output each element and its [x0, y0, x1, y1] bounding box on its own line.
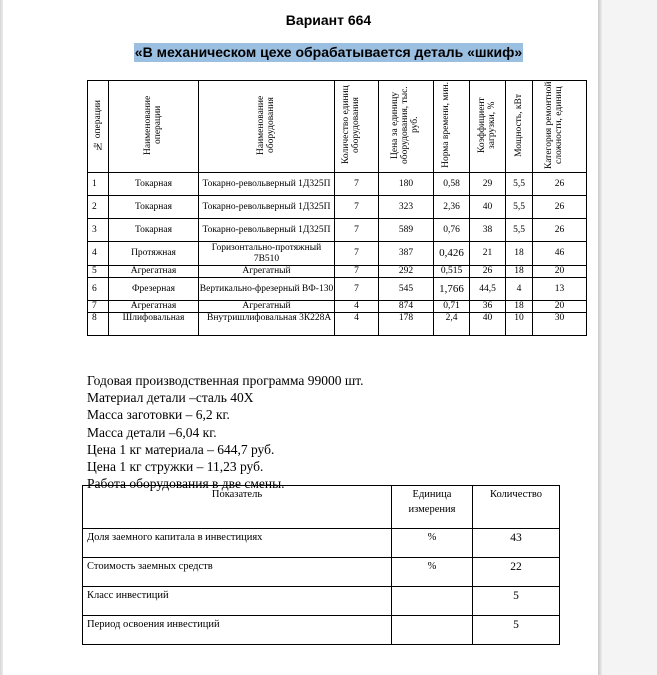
- param-blank-mass: Масса заготовки – 6,2 кг.: [87, 407, 230, 423]
- cell-power: 5,5: [506, 219, 533, 242]
- cell-power: 18: [506, 266, 533, 278]
- cell-power: 4: [506, 278, 533, 301]
- cell-load: 44,5: [470, 278, 506, 301]
- cell-unit: [392, 587, 473, 616]
- table-row: [83, 529, 560, 558]
- cell-time-norm: 2,4: [434, 313, 470, 336]
- cell-no: 4: [88, 242, 109, 266]
- table-row: [88, 313, 587, 336]
- cell-no: 2: [88, 196, 109, 219]
- table-row: [83, 587, 560, 616]
- cell-repair: 26: [533, 219, 587, 242]
- cell-qty: 7: [335, 219, 379, 242]
- header-cell: [335, 81, 379, 173]
- cell-price: 387: [379, 242, 434, 266]
- cell-repair: 26: [533, 196, 587, 219]
- cell-equipment: Токарно-револьверный 1Д325П: [199, 173, 335, 196]
- cell-repair: 20: [533, 301, 587, 313]
- param-annual-program: Годовая производственная программа 99000 шт.: [87, 373, 364, 388]
- table-row: [83, 558, 560, 587]
- cell-value: 5: [473, 616, 560, 645]
- cell-load: 29: [470, 173, 506, 196]
- header-power: Мощность, кВт: [514, 93, 524, 157]
- cell-equipment: Агрегатный: [199, 266, 335, 278]
- header-cell: [88, 81, 109, 173]
- param-chip-price: Цена 1 кг стружки – 11,23 руб.: [87, 459, 264, 475]
- subtitle-container: [0, 43, 657, 62]
- cell-repair: 46: [533, 242, 587, 266]
- header-quantity: Количество: [473, 486, 560, 529]
- header-cell: [109, 81, 199, 173]
- cell-indicator: Доля заемного капитала в инвестициях: [83, 529, 392, 558]
- cell-price: 874: [379, 301, 434, 313]
- cell-qty: 4: [335, 313, 379, 336]
- cell-operation: Агрегатная: [109, 266, 199, 278]
- header-indicator: Показатель: [83, 486, 392, 529]
- cell-power: 5,5: [506, 196, 533, 219]
- cell-time-norm: 0,76: [434, 219, 470, 242]
- param-part-mass: Масса детали –6,04 кг.: [87, 424, 217, 440]
- header-unit: Единица измерения: [392, 486, 473, 529]
- document-subtitle-highlighted[interactable]: «В механическом цехе обрабатывается деталь «шкиф»: [134, 44, 523, 60]
- table-row: [88, 196, 587, 219]
- cell-no: 7: [88, 301, 109, 313]
- cell-operation: Токарная: [109, 173, 199, 196]
- cell-price: 323: [379, 196, 434, 219]
- cell-operation: Агрегатная: [109, 301, 199, 313]
- table-row: [88, 301, 587, 313]
- cell-qty: 7: [335, 242, 379, 266]
- table-row: [88, 242, 587, 266]
- cell-load: 40: [470, 313, 506, 336]
- cell-equipment: Вертикально-фрезерный ВФ-130: [199, 278, 335, 301]
- parameters-block: [87, 372, 364, 492]
- header-cell: [199, 81, 335, 173]
- header-equipment-name: Наименование оборудования: [255, 95, 276, 155]
- cell-price: 178: [379, 313, 434, 336]
- header-unit-price: Цена за единицу оборудования, тыс. руб.: [390, 86, 420, 164]
- cell-no: 6: [88, 278, 109, 301]
- cell-price: 545: [379, 278, 434, 301]
- table-row: [83, 616, 560, 645]
- header-time-norm: Норма времени, мин.: [440, 82, 451, 168]
- cell-qty: 7: [335, 278, 379, 301]
- header-cell: [506, 81, 533, 173]
- table-row: [88, 278, 587, 301]
- cell-equipment: Внутришлифовальная 3К228А: [199, 313, 335, 336]
- cell-price: 292: [379, 266, 434, 278]
- cell-equipment: Токарно-револьверный 1Д325П: [199, 196, 335, 219]
- header-op-number: № операции: [93, 99, 103, 151]
- cell-operation: Токарная: [109, 196, 199, 219]
- cell-price: 589: [379, 219, 434, 242]
- cell-qty: 7: [335, 266, 379, 278]
- param-shifts: Работа оборудования в две смены.: [87, 476, 285, 492]
- cell-value: 22: [473, 558, 560, 587]
- cell-no: 8: [88, 313, 109, 336]
- cell-time-norm: 0,58: [434, 173, 470, 196]
- cell-indicator: Период освоения инвестиций: [83, 616, 392, 645]
- header-repair-category: Категория ремонтной сложности, единиц: [543, 81, 564, 169]
- cell-qty: 7: [335, 173, 379, 196]
- cell-power: 18: [506, 242, 533, 266]
- cell-power: 18: [506, 301, 533, 313]
- cell-no: 3: [88, 219, 109, 242]
- header-cell: [470, 81, 506, 173]
- header-cell: [533, 81, 587, 173]
- document-title: Вариант 664: [285, 12, 372, 28]
- cell-load: 40: [470, 196, 506, 219]
- cell-repair: 26: [533, 173, 587, 196]
- cell-value: 43: [473, 529, 560, 558]
- cell-equipment: Токарно-револьверный 1Д325П: [199, 219, 335, 242]
- cell-operation: Фрезерная: [109, 278, 199, 301]
- param-material-price: Цена 1 кг материала – 644,7 руб.: [87, 441, 275, 457]
- operations-header-row: [88, 81, 587, 173]
- operations-table: [87, 80, 587, 336]
- cell-repair: 20: [533, 266, 587, 278]
- table-row: [88, 219, 587, 242]
- cell-time-norm: 1,766: [434, 278, 470, 301]
- cell-indicator: Класс инвестиций: [83, 587, 392, 616]
- cell-unit: %: [392, 529, 473, 558]
- cell-time-norm: 0,426: [434, 242, 470, 266]
- cell-equipment: Агрегатный: [199, 301, 335, 313]
- cell-repair: 13: [533, 278, 587, 301]
- header-cell: [434, 81, 470, 173]
- investment-table: [82, 485, 560, 645]
- cell-qty: 7: [335, 196, 379, 219]
- cell-load: 36: [470, 301, 506, 313]
- header-equipment-qty: Количество единиц оборудования: [340, 85, 361, 165]
- investment-header-row: [83, 486, 560, 529]
- param-material: Материал детали –сталь 40Х: [87, 390, 254, 406]
- cell-time-norm: 2,36: [434, 196, 470, 219]
- cell-value: 5: [473, 587, 560, 616]
- cell-price: 180: [379, 173, 434, 196]
- cell-operation: Токарная: [109, 219, 199, 242]
- cell-time-norm: 0,71: [434, 301, 470, 313]
- cell-repair: 30: [533, 313, 587, 336]
- cell-unit: %: [392, 558, 473, 587]
- cell-time-norm: 0,515: [434, 266, 470, 278]
- cell-operation: Протяжная: [109, 242, 199, 266]
- cell-indicator: Стоимость заемных средств: [83, 558, 392, 587]
- cell-equipment: Горизонтально-протяжный 7В510: [199, 242, 335, 266]
- cell-operation: Шлифовальная: [109, 313, 199, 336]
- cell-load: 21: [470, 242, 506, 266]
- cell-no: 1: [88, 173, 109, 196]
- cell-power: 10: [506, 313, 533, 336]
- header-cell: [379, 81, 434, 173]
- header-op-name: Наименование операции: [142, 95, 163, 155]
- cell-qty: 4: [335, 301, 379, 313]
- cell-power: 5,5: [506, 173, 533, 196]
- page-right-edge: [598, 0, 602, 675]
- header-load-factor: Коэффициент загрузки, %: [476, 97, 497, 153]
- cell-load: 26: [470, 266, 506, 278]
- table-row: [88, 173, 587, 196]
- cell-unit: [392, 616, 473, 645]
- table-row: [88, 266, 587, 278]
- cell-load: 38: [470, 219, 506, 242]
- cell-no: 5: [88, 266, 109, 278]
